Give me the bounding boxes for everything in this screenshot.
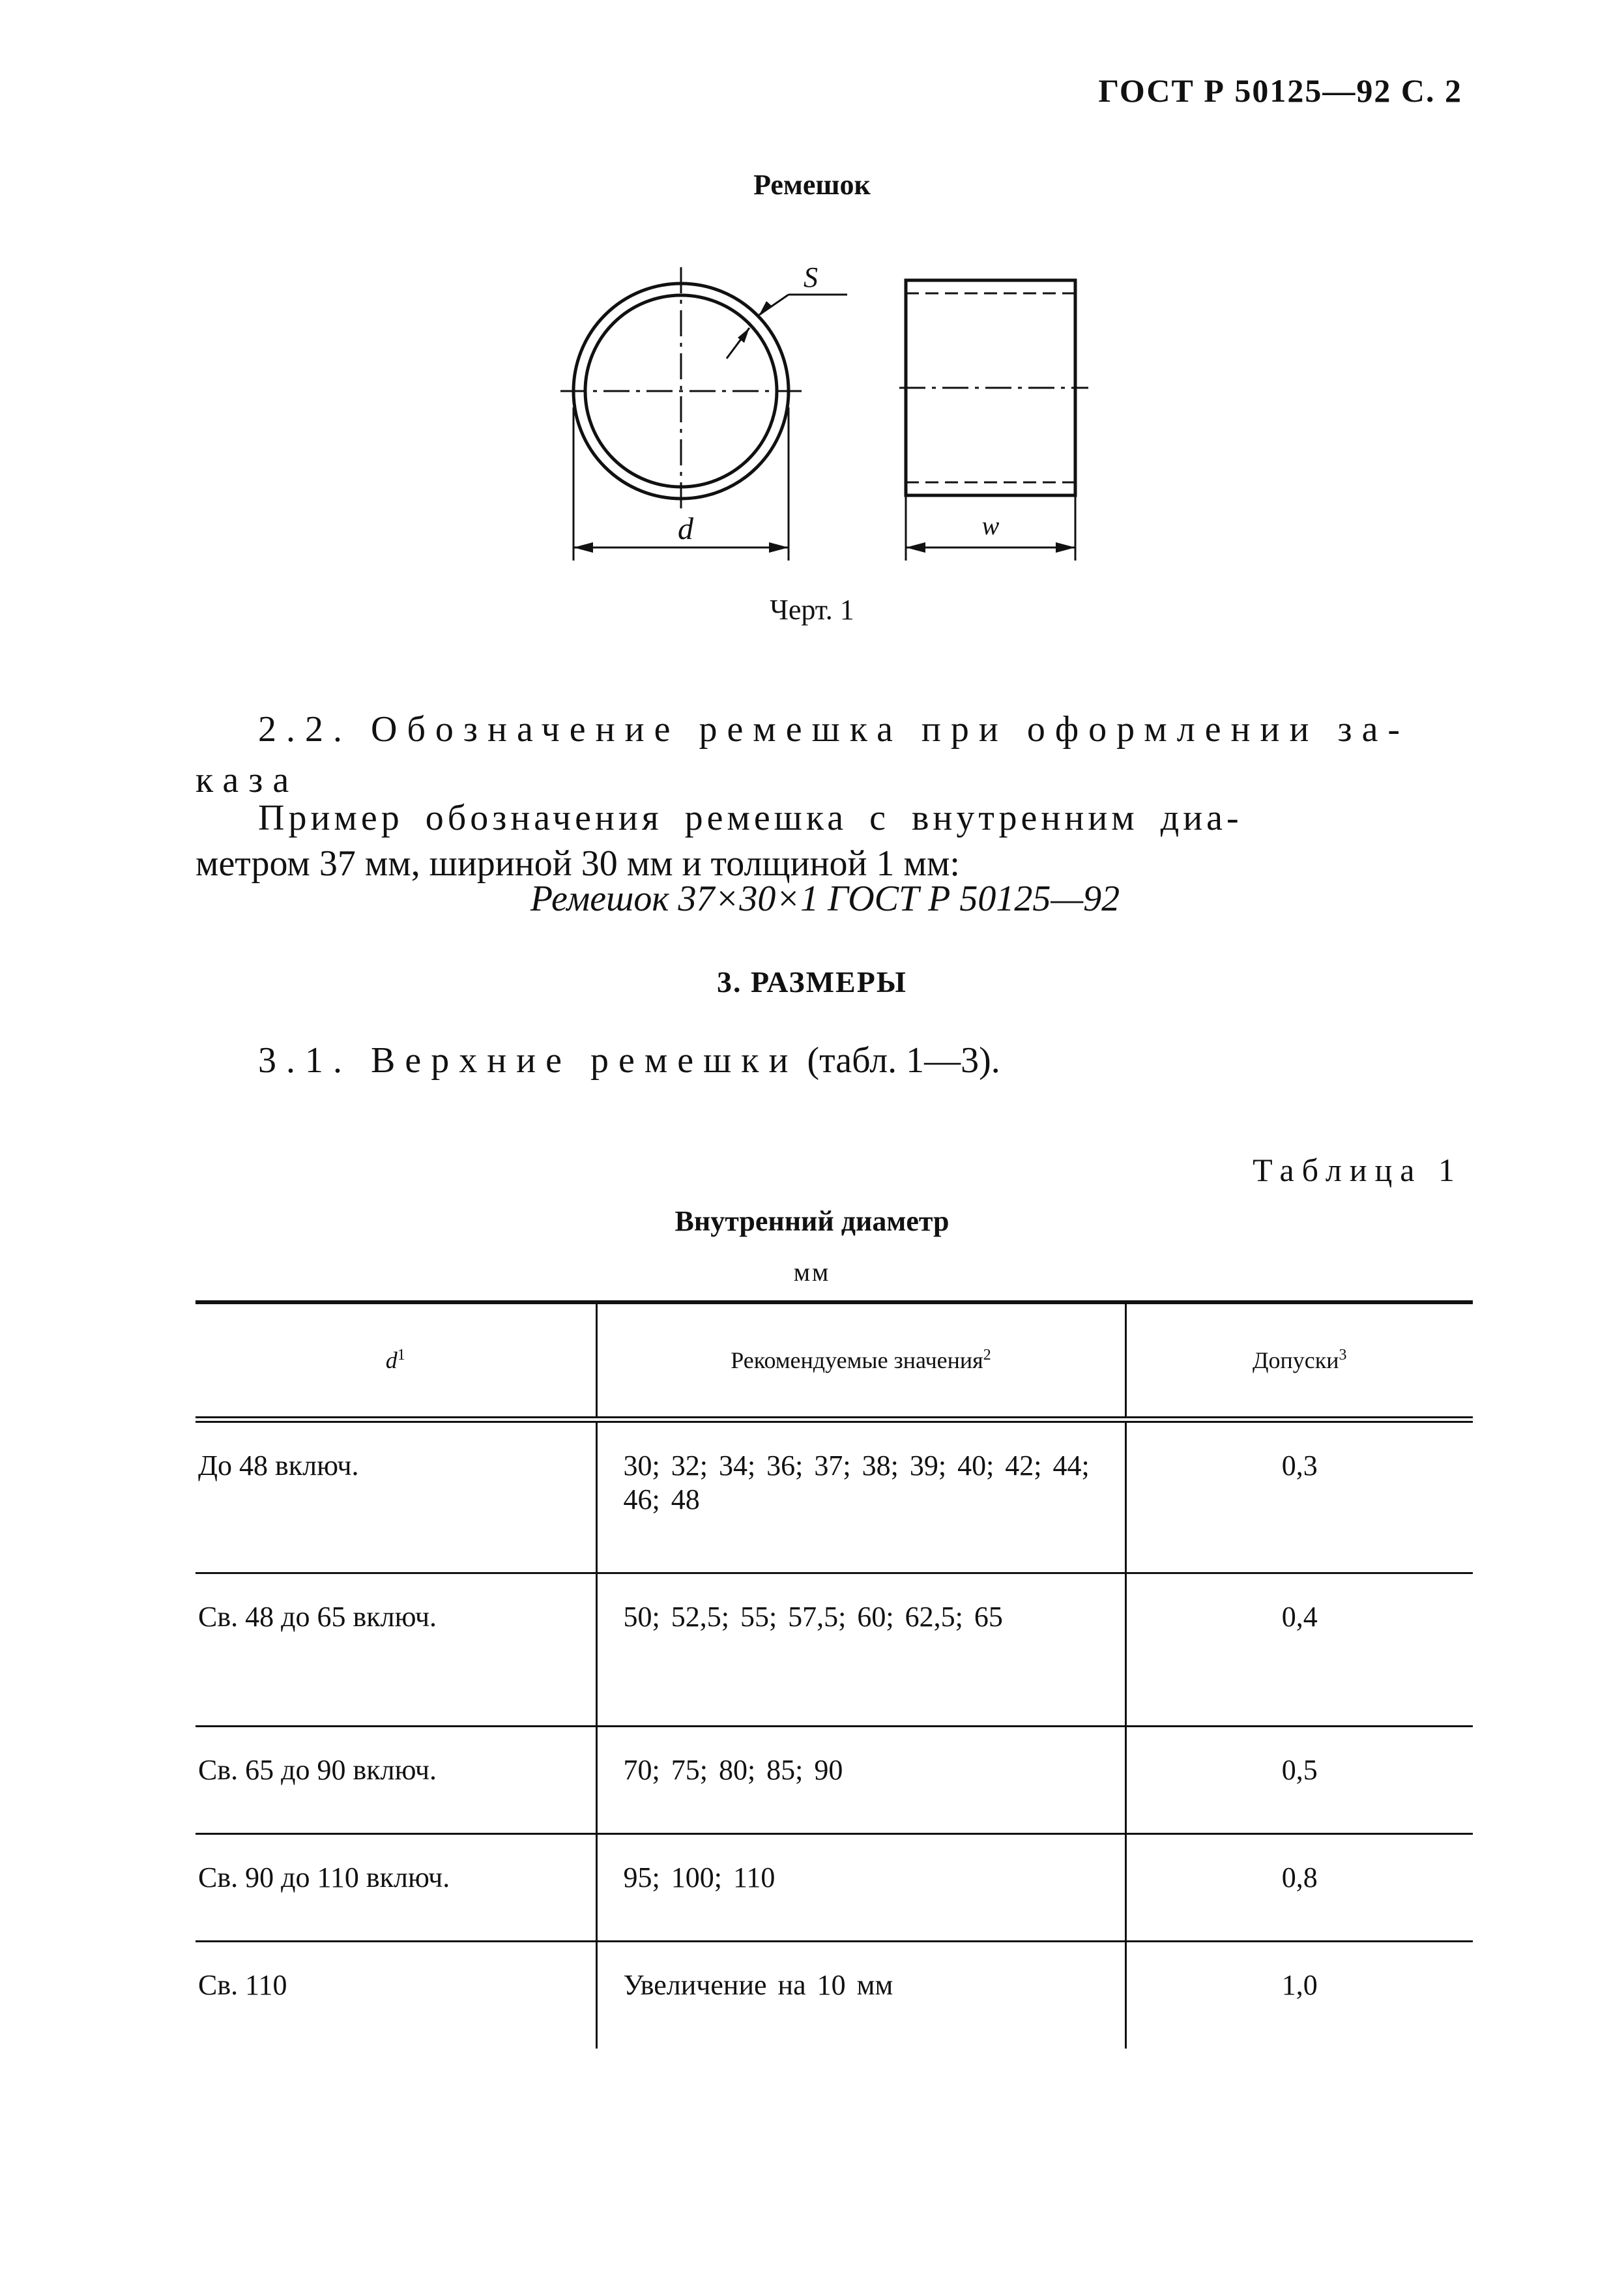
figure-caption: Черт. 1 [770,594,854,626]
diameter-label: d [678,512,693,546]
cell-range: Св. 110 [196,1941,596,2049]
arrow-left [573,542,593,553]
front-view [560,267,847,561]
header-tolerances: Допуски$^3$ [1125,1302,1473,1420]
example-text-line2: метром 37 мм, шириной 30 мм и толщиной 1 мм: [196,843,960,884]
table-row [196,1420,1473,1573]
section-3-heading: 3. РАЗМЕРЫ [717,965,907,999]
cell-values: Увеличение на 10 мм [596,1941,1125,2049]
section-3-1-suffix: (табл. 1—3). [807,1040,1000,1081]
cell-range: Св. 48 до 65 включ. [196,1573,596,1726]
example-text-line1: Пример обозначения ремешка с внутренним диа- [258,798,1243,838]
table-row [196,1573,1473,1726]
table-row [196,1941,1473,2049]
header-recommended-values: Рекомендуемые значения$^2$ [596,1302,1125,1420]
table-header-row [196,1302,1473,1420]
table-label: Таблица 1 [1253,1152,1462,1188]
table-row [196,1833,1473,1941]
cell-tolerance: 0,4 [1125,1573,1473,1726]
cell-range: До 48 включ. [198,1450,359,1481]
arrow-right [769,542,789,553]
cell-tolerance: 0,3 [1125,1420,1473,1573]
table-title: Внутренний диаметр [674,1205,950,1237]
width-arrow-left [906,542,925,553]
section-2-2-heading-cont: каза [196,760,299,800]
cell-range: Св. 65 до 90 включ. [196,1726,596,1833]
diameter-table [196,1300,1473,2049]
thickness-label: S [804,261,818,293]
cell-values: 30; 32; 34; 36; 37; 38; 39; 40; 42; 44; 46; 48 [596,1420,1125,1573]
strap-drawing [547,248,1121,574]
cell-values: 50; 52,5; 55; 57,5; 60; 62,5; 65 [596,1573,1125,1726]
cell-range: Св. 90 до 110 включ. [196,1833,596,1941]
section-2-2-heading: 2.2. Обозначение ремешка при оформлении за- [258,709,1410,750]
section-3-1-prefix: 3.1. Верхние ремешки [258,1040,798,1081]
width-arrow-right [1056,542,1075,553]
cell-tolerance: 1,0 [1125,1941,1473,2049]
cell-values: 95; 100; 110 [596,1833,1125,1941]
cell-values: 70; 75; 80; 85; 90 [596,1726,1125,1833]
table-unit: мм [793,1257,831,1287]
cell-tolerance: 0,8 [1125,1833,1473,1941]
header-d: $d^1$ [196,1302,596,1420]
figure-title: Ремешок [753,169,871,201]
width-label: w [981,511,1000,540]
document-header: ГОСТ Р 50125—92 С. 2 [1098,72,1462,109]
example-designation: Ремешок 37×30×1 ГОСТ Р 50125—92 [530,879,1120,919]
section-3-1-text [258,1035,1000,1086]
cell-tolerance: 0,5 [1125,1726,1473,1833]
table-row [196,1726,1473,1833]
